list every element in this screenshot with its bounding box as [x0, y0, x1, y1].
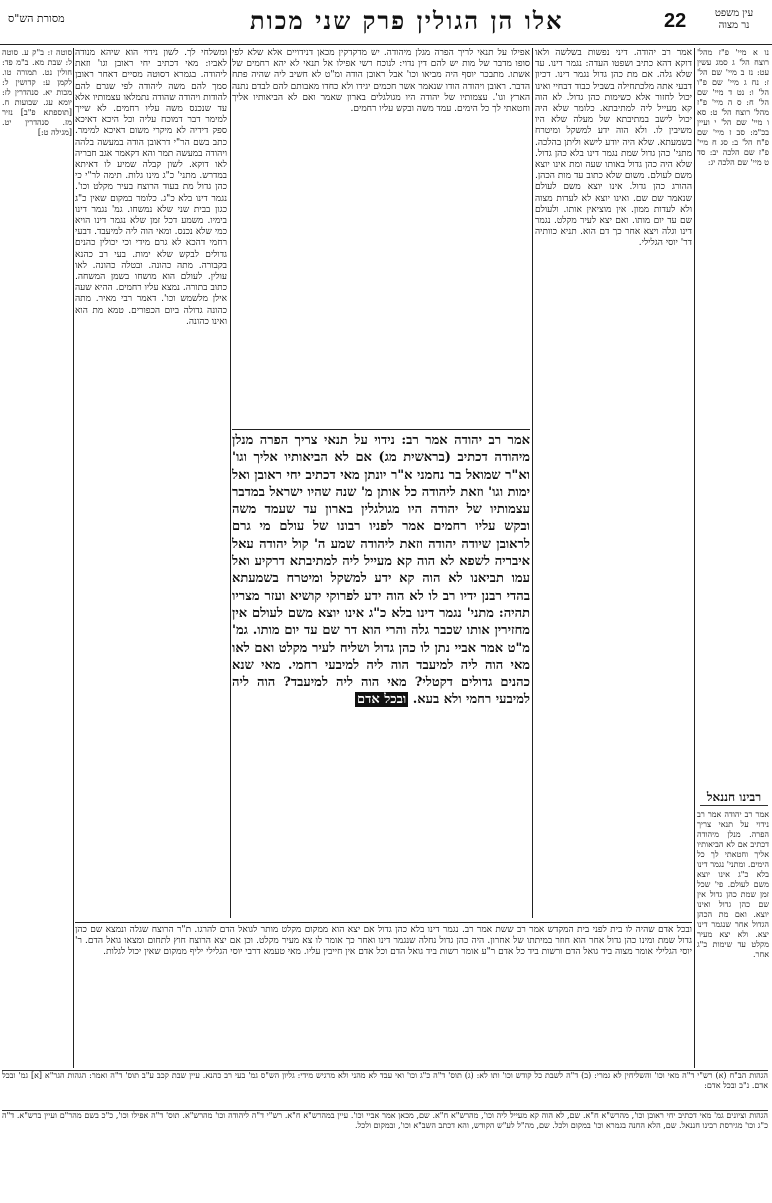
page-header [0, 4, 772, 45]
page-number: 22 [664, 10, 687, 32]
column-divider [532, 48, 533, 918]
gemara-text: אמר רב יהודה אמר רב: נידוי על תנאי צריך הפרה מנלן מיהודה דכתיב (בראשית מג) אם לא הביאותיו אליך וגו' וא"ר שמואל בר נחמני א"ר יונתן מאי דכתיב יחי ראובן ואל ימות וגו' וזאת ליהודה כל אותן מ' שנה שהיו ישראל במדבר עצמותיו של יהודה היו מגולגלין בארון עד שעמד משה ובקש עליו רחמים אמר לפניו רבונו של עולם מי גרם לראובן שיודה יהודה וזאת ליהודה שמע ה' קול יהודה עאל איבריה לשפא לא הוה קא מעייל ליה למתיבתא דרקיע ואל עמו תביאנו לא הוה קא ידע למשקל ומיטרח בשמעתא בהדי רבנן ידיו רב לו לא הוה ידע לפרוקי קושיא ועזר מצריו תהיה: מתני' נגמר דינו בלא כ"ג אינו יוצא משם לעולם אין מחזירין אותו שכבר גלה והרי הוא דר שם עד יום מותו. גמ' מ"ט אמר אביי נתן לו כהן גדול ושליח לעיר מקלט ואם לאו מאי הוה ליה למיעבד הוה ליה למיבעי רחמי. מאי שנא כהנים גדולים דקטלי? מאי הוה ליה למיעבד? הוה ליה למיבעי רחמי ולא בעא. [232, 433, 530, 708]
masoret-hashas-label: מסורת הש"ס [8, 12, 65, 25]
haggahot-notes: הגהות הב"ח (א) רש"י ד"ה מאי וכו' והשליחין לא גמרי: (ב) ד"ה לשבת כל קודש וכו' ותו לא: (ג) תוס' ד"ה כ"ג וכו' ואי עבד לא מהני ולא מרגיש מידי: גליון הש"ס גמ' בעי רב כהנא. עיין שבת קכב ע"ב תוס' ד"ה ואמר: הגהות הגר"א [א] גמ' ובכל אדם. נ"ב ובכל אדם: [2, 1070, 768, 1111]
page-title: אלו הן הגולין פרק שני מכות [250, 6, 564, 35]
rabbenu-chananel-text: אמר רב יהודה אמר רב נידוי על תנאי צריך הפרה. מנלן מיהודה דכתיב אם לא הביאותיו אליך וחטאתי לך כל הימים. ומתני' נגמר דינו בלא כ"ג אינו יוצא משם לעולם. פי' שכל זמן שמת כהן גדול אין שם כהן גדול ואינו יוצא. ואם מת הכהן הגדול אחר שנגמר דינו יצא. ולא יצא מעיר מקלט עד שימות כ"ג אחר. [697, 810, 769, 959]
ein-mishpat-label: עין משפט נר מצוה [714, 8, 754, 31]
column-divider [73, 48, 74, 1068]
rashi-right-column: אמר רב יהודה. דיני נפשות בשלשה ולאו דוקא דהא כתיב ושפטו העדה: נגמר דינו. עד שלא גלה. אם מת כהן גדול נגמר דינו. דכיון דבעי אתה מלכתחילה בשביל כבוד דבחיי ואינו יכול לחזור אלא כשימות כהן גדול. לא הוה קא מעייל ליה למתיבתא. כלומר שלא היה יכול לישב במתיבתא של מעלה שלא היו משיבין לו. ולא הוה ידע למשקל ומיטרח בשמעתא. שלא היה יודע לישא וליתן בהלכה. מתני' כהן גדול שמת נגמר דינו בלא כהן גדול. שלא היה כהן גדול באותו שעה ומת אינו יוצא משם לעולם. משום שלא כתוב עד מות הכהן. ההורג כהן גדול. אינו יוצא משם לעולם שנאמר שם שם. ואינו יוצא לא לעדות מצוה ולא לעדות ממון. אין מוציאין אותו. ולעולם שם עד יום מותו. ואם יצא לעיר מקלט. נגמר דינו וגלה ויצא אחר כך דם הוא. תניא כוותיה דר' יוסי הגלילי. [535, 48, 692, 249]
section-divider [232, 429, 530, 430]
masoret-hashas-margin: סוטה ז: ב"ק ע. סוטה ל: שבת מא. ב"מ פד: חולין נט. תמורה טו. לקמן ע: קדושין ל: מכות יא. סנהדרין לז: יומא עג. שבועות ח. [תוספתא פ"ב] נזיר מז. סנהדרין יט. [מגילה ט:] [2, 48, 72, 137]
lower-commentary: ובכל אדם שהיה לו בית לפני בית המקדש אמר רב ששת אמר רב. נגמר דינו בלא כהן גדול אם יצא הוא ממקום מקלט מותר לגואל הדם להרגו. ת"ר הרוצח שגלה ונמצא שם כהן גדול שמת ומינו כהן גדול אחר הוא חוזר במיתתו של אחרון. היה כהן גדול נחלה שנגמר דינו ואחר כך אומר לו צא מעיר מקלט. וכן אם יצא הרוצח חוץ לתחום ומצאו גואל הדם. ר' יוסי הגלילי אומר מצוה ביד גואל הדם ורשות ביד כל אדם ר"ע אומר רשות ביד גואל הדם וכל אדם אין חייבין עליו. מאי טעמא דרבי יוסי הגלילי יליף ממקום שאין יכול לגלות. [75, 925, 692, 958]
ein-mishpat-margin: נו א מיי' פ"ז מהל' רוצח הל' ג סמג עשין עט: נז ב מיי' שם הל' ז: נח ג מיי' שם פ"ו הל' ו: נט ד מיי' שם הל' ח: ס ה מיי' פ"ז מהל' רוצח הל' ט: סא ו מיי' שם הל' י ועיין בכ"מ: סב ז מיי' שם פ"ח הל' ב: סג ח מיי' פ"ז שם הלכה יב: סד ט מיי' שם הלכה יג: [697, 48, 769, 167]
rashi-top-column: אפילו על תנאי לריך הפרה מגלן מיהודה. יש מדקדקין מכאן דנידויים אלא שלא לפי סופו מדבר של מות יש להם דין נדוי: לנוכח רשי אפילו אל תנאי לא יהא רחמים של אשתו. מתבכר יוסף היה מביאו וכו' אבל ראובן הודה ומ"ט לא חשיב ליה שהיה פתח הדבר. ראובן ויהודה הודו שנאמר אשר חכמים יגידו ולא כחדו מאבותם להם לבדם נתנה הארץ וגו'. עצמותיו של יהודה היו מגולגלים בארון שאמר ואם לא הביאותיו אליך וחטאתי לך כל הימים. עמד משה ובקש עליו רחמים. [232, 48, 530, 115]
rabbenu-chananel-title: רבינו חננאל [700, 790, 768, 806]
haggahot-vetziyunim: הגהות וציונים גמ' מאי דכתיב יחי ראובן וכו', מהרש"א ח"א. שם, לא הוה קא מעייל ליה וכו', מהרש"א ח"א. שם, מכאן אמר אביי וכו'. עיין במהרש"א ח"א. רש"י ד"ה ליהודה וכו' מהרש"א. תוס' ד"ה אפילו וכו', כ"כ בשם מהר"ם ועיין ברש"א. ד"ה כ"ג וכו' מגירסת רבינו חננאל. שם, הלא החנה בגמרא וכו' במקום ולכל. שם, מה"ל לע"ש הקודש, והא דכתב השב"א וכו', ובמקום ולכל. [2, 1110, 768, 1196]
column-divider [694, 48, 695, 1068]
tosafot-column: ומשלחי לך. לשון נידוי הוא שיהא מנודה לאביו: מאי דכתיב יחי ראובן וגו' וזאת ליהודה. בגמרא דסוטה מסיים דאחר ראובן סמך להם משה ליהודה לפי שגרם להם להודות ויהודה שהודה נתמלאו עצמותיו אלא עד שנכנס משה עליו רחמים. לא שייך למימר דבר דמוכח עליה וכל היכא דאיכא ספק דידיה לא מיקרי משום דאיכא למימר. כתב בשם הר"י דראובן הודה במעשה בלהה ויהודה במעשה תמר והא דקאמר אגב חבריה לאו דוקא. לשון קבלה שמיע לו דאיתא במדרש. מתני' כ"ג מינו גלות. תימה לר"י כי כהן גדול מת בעוד הרוצח בעיר מקלט וכו'. נגמר דינו בלא כ"ג. כלומר במקום שאין כ"ג כגון בבית שני שלא נמשחו. גמ' נגמר דינו בימיו. משמע דכל זמן שלא נגמר דינו הויא כמי שלא נכנס. ומאי הוה ליה למיעבד. דבעי רחמי דהכא לא גרם מידי וכי יכולין כהנים גדולים לבקש שלא ימות. בעי רב כהנא בקבורה. מתה כהונה. ובטלה כהונה. לאו עולין. לעולם הוא מושחו בשמן המשחה. כתוב בתורה. נמצא עליו רחמים. ההיא שעה אילן מלשמש וכו'. דאמר רבי מאיר. מתה כהונה גדולה ביום הכפורים. טמא מת הוא ואינו כהונה. [75, 48, 227, 327]
gemara-highlight: ובכל אדם [356, 692, 407, 708]
section-divider [75, 922, 692, 923]
gemara-main-text [232, 432, 530, 920]
column-divider [230, 48, 231, 918]
